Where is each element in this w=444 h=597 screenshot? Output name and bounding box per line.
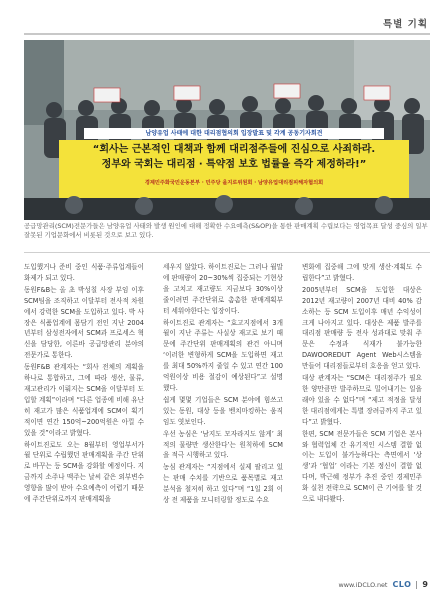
paragraph: 변화에 집중해 그에 맞게 생산·계획도 수립한다”고 밝혔다.: [302, 263, 422, 282]
paragraph: 하이트진로도 오는 8월부터 영업부서가 월 단위로 수립했던 판매계획을 주간 단위로 바꾸는 등 SCM을 강화할 예정이다. 지금까지 소주나 맥주는 날씨 같은 외부변수 영향을 많이 받아 수요예측이 어렵기 때문에 주간단위로까지 판매계획을: [24, 440, 144, 504]
page-number: 9: [422, 580, 428, 589]
banner-line-2: 정부와 국회는 대리점 ‧ 특약점 보호 법률을 즉각 제정하라!”: [101, 159, 367, 170]
paragraph: 동원F&B 관계자는 “회사 전체의 계획을 하나로 통합하고, 그에 따라 생산, 물류, 재고관리가 이뤄지는 SCM을 이달부터 도입할 계획”이라며 “다른 업종에 비해 유난히 재고가 많은 식품업계에 SCM이 획기적이면 연간 150억~200억원은 아낄 수 있을 것”이라고 밝혔다.: [24, 363, 144, 437]
header-divider: [24, 33, 430, 35]
paragraph: 대상 관계자는 “SCM은 대리점주가 필요한 양만큼만 발주하므로 밀어내기는 일을래야 있을 수 없다”며 “제고 적정을 달성한 대리점에게는 특별 장려금까지 주고 있다”고 밝혔다.: [302, 374, 422, 426]
paragraph: 쉽게 몇몇 기업들은 SCM 분야에 힘쓰고 있는 동원, 대상 등을 벤치마킹하는 움직임도 엿보인다.: [163, 395, 283, 426]
paragraph: 2005년부터 SCM을 도입한 대상은 2012년 재고량이 2007년 대비 40% 감소하는 등 SCM 도입이후 매년 수익성이 크게 나아지고 있다. 대상은 제품 발주를 대리점 판매량 등 전사 성과대로 맞춰 주문은 수정과 식재가 불가능한 DAWOOREDUT Agent Web시스템을 만들어 대리점들로부터 호응을 얻고 있다.: [302, 285, 422, 371]
paragraph: 한편, SCM 전문가들은 SCM 기업은 본사와 협력업체 간 유기적인 시스템 결합 없이는 도입이 불가능하다는 측면에서 ‘상생’과 ‘협업’ 이라는 기본 정신이 결합 없다며, 박근혜 정부가 추진 중인 경제민주화 실천 전략으로 SCM이 큰 기여를 할 것으로 내다봤다.: [302, 429, 422, 504]
paragraph: 우선 농심은 ‘남지도 모자라지도 않게’ 최적의 물량만 생산한다’는 원칙하에 SCM을 적극 시행하고 있다.: [163, 429, 283, 460]
footer-url: www.iDCLO.net: [338, 580, 388, 589]
paragraph: 동원F&B는 올 초 박성칠 사장 부임 이후 SCM팀을 조직하고 이달부터 전사적 차원에서 강력한 SCM을 도입하고 있다. 박 사장은 식품업계에 몸담기 전인 지난 2004년부터 삼성전자에서 SCM과 프로세스 혁신을 담당한, 이른바 공급망관리 분야의 전문가로 통한다.: [24, 285, 144, 360]
paragraph: 도입했거나 준비 중인 식품·주류업계들이 화제가 되고 있다.: [24, 263, 144, 282]
press-conference-photo: [24, 40, 430, 220]
section-label: 특별 기획: [382, 19, 428, 30]
footer-separator: [416, 581, 417, 589]
paragraph: 세우지 않았다. 하이트진로는 그러나 월말에 판매량이 20~30%씩 집중되는 기현상을 고치고 재고량도 지금보다 30%이상 줄이려면 주간단위로 촘촘한 판매계획부터 세워야한다는 입장이다.: [163, 263, 283, 315]
top-banner-text: 남양유업 사태에 대한 대리점협의회 입장발표 및 각계 공동기자회견: [145, 130, 323, 137]
article-column-1: [24, 262, 144, 506]
paragraph: 하이트진로 관계자는 “효고지점에서 3개월이 지난 주류는 사실상 재고로 보기 때문에 주간단위 판매계획의 관건 아니며 ‘이러한 변형하게 SCM을 도입하면 재고를 최대 50%까지 줄일 수 있고 연간 100억원이상 비용 절감이 예상된다”고 설명했다.: [163, 318, 283, 392]
paragraph: 농심 관계자는 “지점에서 실제 팔리고 있는 판매 수치를 기반으로 품목별로 재고 분석을 철저히 하고 있다”며 “1일 2회 이상 전 제품을 모니터링할 정도로 수요: [163, 463, 283, 505]
article-column-2: [163, 262, 283, 507]
banner-line-1: “회사는 근본적인 대책과 함께 대리점주들에 진심으로 사죄하라.: [92, 144, 376, 155]
article-column-3: [302, 262, 422, 506]
page-footer: [339, 580, 428, 589]
magazine-brand: CLO: [392, 580, 412, 589]
photo-caption: 공급망관리(SCM)전문가들은 남양유업 사태와 발생 원인에 대해 정확한 수요예측(S&OP)을 통한 판매계획 수립보다는 영업목표 달성 중심의 일부 잘못된 기업문화에서 비롯된 것으로 보고 있다.: [24, 222, 428, 239]
banner-organizers: 경제민주화국민운동본부 · 민주당 을지로위원회 · 남양유업대리점피해자협의회: [144, 180, 324, 186]
caption-divider: [24, 252, 430, 253]
